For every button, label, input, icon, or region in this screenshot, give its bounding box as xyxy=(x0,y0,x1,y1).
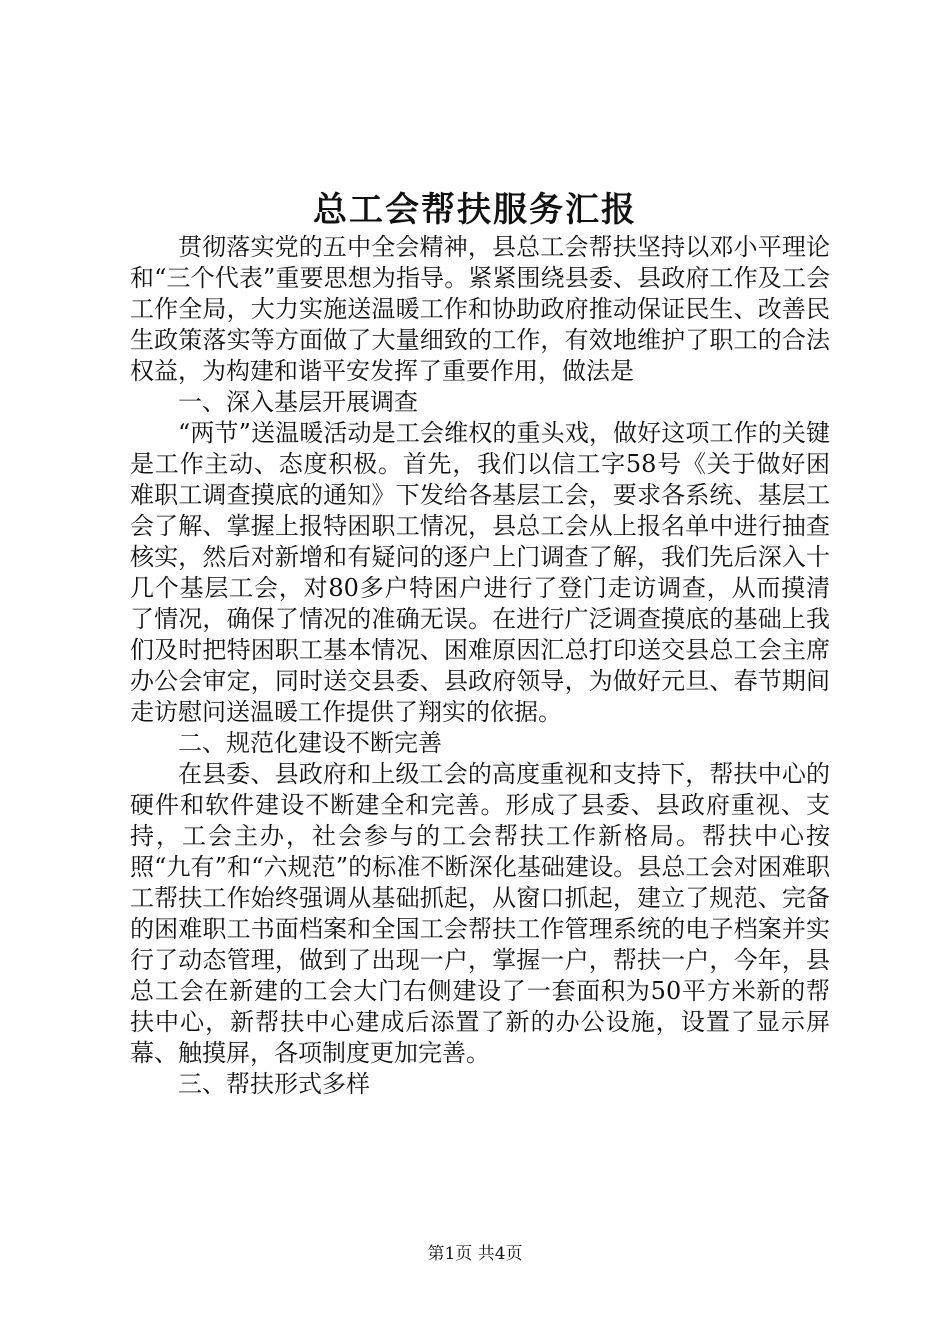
paragraph-section-1: “两节”送温暖活动是工会维权的重头戏，做好这项工作的关键是工作主动、态度积极。首先，我们以信工字58号《关于做好困难职工调查摸底的通知》下发给各基层工会，要求各系统、基层工会了解、掌握上报特困职工情况，县总工会从上报名单中进行抽查核实，然后对新增和有疑问的逐户上门调查了解，我们先后深入十几个基层工会，对80多户特困户进行了登门走访调查，从而摸清了情况，确保了情况的准确无误。在进行广泛调查摸底的基础上我们及时把特困职工基本情况、困难原因汇总打印送交县总工会主席办公会审定，同时送交县委、县政府领导，为做好元旦、春节期间走访慰问送温暖工作提供了翔实的依据。 xyxy=(130,419,830,726)
document-body xyxy=(130,232,830,1100)
paragraph-section-2: 在县委、县政府和上级工会的高度重视和支持下，帮扶中心的硬件和软件建设不断建全和完善。形成了县委、县政府重视、支持，工会主办，社会参与的工会帮扶工作新格局。帮扶中心按照“九有”和“六规范”的标准不断深化基础建设。县总工会对困难职工帮扶工作始终强调从基础抓起，从窗口抓起，建立了规范、完备的困难职工书面档案和全国工会帮扶工作管理系统的电子档案并实行了动态管理，做到了出现一户，掌握一户，帮扶一户，今年，县总工会在新建的工会大门右侧建设了一套面积为50平方米新的帮扶中心，新帮扶中心建成后添置了新的办公设施，设置了显示屏幕、触摸屏，各项制度更加完善。 xyxy=(130,760,830,1067)
page-footer: 第1页 共4页 xyxy=(427,1244,523,1264)
section-heading-3: 三、帮扶形式多样 xyxy=(178,1070,370,1098)
document-title: 总工会帮扶服务汇报 xyxy=(313,190,637,230)
paragraph-intro: 贯彻落实党的五中全会精神，县总工会帮扶坚持以邓小平理论和“三个代表”重要思想为指导。紧紧围绕县委、县政府工作及工会工作全局，大力实施送温暖工作和协助政府推动保证民生、改善民生政策落实等方面做了大量细致的工作，有效地维护了职工的合法权益，为构建和谐平安发挥了重要作用，做法是 xyxy=(130,233,830,385)
section-heading-1: 一、深入基层开展调查 xyxy=(178,388,418,416)
section-heading-2: 二、规范化建设不断完善 xyxy=(178,729,442,757)
